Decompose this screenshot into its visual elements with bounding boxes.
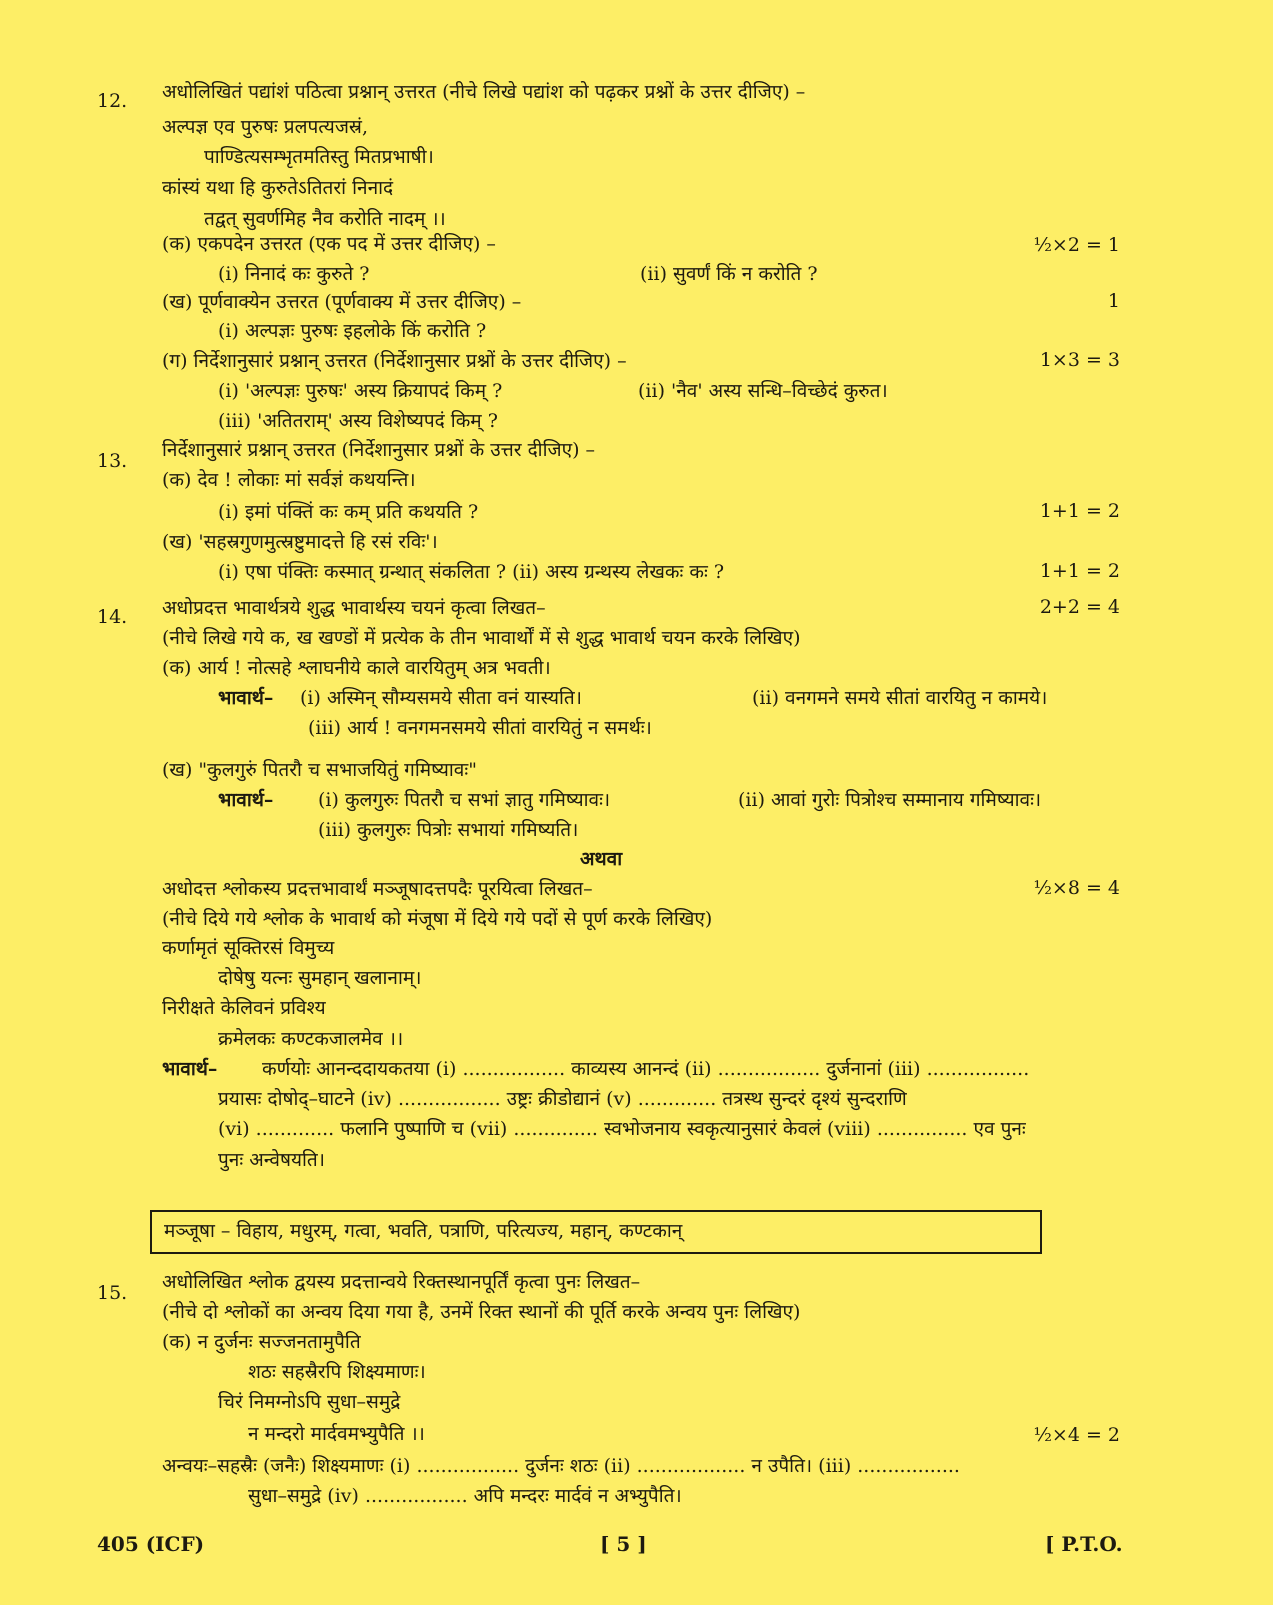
q14-verse-1: कर्णामृतं सूक्तिरसं विमुच्य [162, 937, 335, 959]
q14-kha: (ख) "कुलगुरुं पितरौ च सभाजयितुं गमिष्यावः" [162, 759, 477, 781]
q14-hindi: (नीचे लिखे गये क, ख खण्डों में प्रत्येक के तीन भावार्थों में से शुद्ध भावार्थ चयन करके लिखिए) [162, 627, 801, 649]
q13-intro: निर्देशानुसारं प्रश्नान् उत्तरत (निर्देशानुसार प्रश्नों के उत्तर दीजिए) – [162, 439, 596, 461]
q14-alt-intro: अधोदत्त श्लोकस्य प्रदत्तभावार्थं मञ्जूषादत्तपदैः पूरयित्वा लिखत– [162, 878, 593, 900]
q14-kha-option-1: (i) कुलगुरुः पितरौ च सभां ज्ञातु गमिष्यावः। [318, 789, 611, 811]
q14-ka-option-1: (i) अस्मिन् सौम्यसमये सीता वनं यास्यति। [300, 687, 582, 709]
q14-bhavarth-line-3: (vi) ............. फलानि पुष्पाणि च (vii) .............. स्वभोजनाय स्वकृत्यानुसारं केवलं (viii) ............... एव पुनः [218, 1118, 1026, 1140]
q12-verse-2: पाण्डित्यसम्भृतमतिस्तु मितप्रभाषी। [204, 146, 434, 168]
q15-verse-4: न मन्दरो मार्दवमभ्युपैति ।। [248, 1423, 425, 1445]
manjusha-words: मञ्जूषा – विहाय, मधुरम्, गत्वा, भवति, पत्राणि, परित्यज्य, महान्, कण्टकान् [164, 1220, 683, 1242]
q14-ka-option-2: (ii) वनगमने समये सीतां वारयितु न कामये। [752, 687, 1048, 709]
q12-intro: अधोलिखितं पद्यांशं पठित्वा प्रश्नान् उत्तरत (नीचे लिखे पद्यांश को पढ़कर प्रश्नों के उत्तर दीजिए) – [162, 81, 806, 103]
q15-verse-2: शठः सहस्रैरपि शिक्ष्यमाणः। [248, 1361, 426, 1383]
q13-ka-q1: (i) इमां पंक्तिं कः कम् प्रति कथयति ? [218, 501, 479, 523]
q15-marks: ½×4 = 2 [1033, 1424, 1120, 1446]
q12-ga: (ग) निर्देशानुसारं प्रश्नान् उत्तरत (निर्देशानुसार प्रश्नों के उत्तर दीजिए) – [162, 350, 627, 372]
q12-ga-q2: (ii) 'नैव' अस्य सन्धि–विच्छेदं कुरुत। [638, 380, 888, 402]
q14-bhavarth-line-2: प्रयासः दोषोद्–घाटने (iv) ................. उष्ट्रः क्रीडोद्यानं (v) ............. तत्रस्थ सुन्दरं दृश्यं सुन्दराणि [218, 1088, 907, 1110]
q14-ka: (क) आर्य ! नोत्सहे श्लाघनीये काले वारयितुम् अत्र भवती। [162, 657, 551, 679]
q15-verse-3: चिरं निमग्नोऽपि सुधा–समुद्रे [218, 1391, 401, 1413]
q13-kha-q1: (i) एषा पंक्तिः कस्मात् ग्रन्थात् संकलिता ? (ii) अस्य ग्रन्थस्य लेखकः कः ? [218, 561, 725, 583]
q12-number: 12. [97, 90, 128, 112]
pto-label: [ P.T.O. [1045, 1532, 1123, 1556]
paper-code: 405 (ICF) [97, 1532, 205, 1556]
q14-kha-option-3: (iii) कुलगुरुः पित्रोः सभायां गमिष्यति। [318, 819, 579, 841]
q15-intro: अधोलिखित श्लोक द्वयस्य प्रदत्तान्वये रिक्तस्थानपूर्तिं कृत्वा पुनः लिखत– [162, 1271, 641, 1293]
q12-kha: (ख) पूर्णवाक्येन उत्तरत (पूर्णवाक्य में उत्तर दीजिए) – [162, 291, 522, 313]
q12-ga-q1: (i) 'अल्पज्ञः पुरुषः' अस्य क्रियापदं किम् ? [218, 380, 503, 402]
q15-anvay-1: अन्वयः–सहस्रैः (जनैः) शिक्ष्यमाणः (i) ................. दुर्जनः शठः (ii) .................. न उपैति। (iii) ................. [162, 1455, 960, 1477]
q12-verse-1: अल्पज्ञ एव पुरुषः प्रलपत्यजस्रं, [162, 116, 368, 138]
q12-verse-3: कांस्यं यथा हि कुरुतेऽतितरां निनादं [162, 177, 394, 199]
q14-alt-hindi: (नीचे दिये गये श्लोक के भावार्थ को मंजूषा में दिये गये पदों से पूर्ण करके लिखिए) [162, 908, 713, 930]
q12-ka-q1: (i) निनादं कः कुरुते ? [218, 263, 370, 285]
q12-kha-q1: (i) अल्पज्ञः पुरुषः इहलोके किं करोति ? [218, 320, 487, 342]
q13-ka: (क) देव ! लोकाः मां सर्वज्ञं कथयन्ति। [162, 469, 416, 491]
athava-heading: अथवा [580, 848, 623, 870]
q12-ka: (क) एकपदेन उत्तरत (एक पद में उत्तर दीजिए) – [162, 233, 496, 255]
q14-intro: अधोप्रदत्त भावार्थत्रये शुद्ध भावार्थस्य चयनं कृत्वा लिखत– [162, 597, 546, 619]
q14-ka-option-3: (iii) आर्य ! वनगमनसमये सीतां वारयितुं न समर्थः। [308, 717, 652, 739]
q13-kha: (ख) 'सहस्रगुणमुत्स्रष्टुमादत्ते हि रसं रविः'। [162, 531, 438, 553]
q12-kha-marks: 1 [1107, 290, 1120, 312]
q14-kha-bhavarth-label: भावार्थ– [218, 789, 274, 811]
q13-kha-marks: 1+1 = 2 [1039, 560, 1120, 582]
q12-verse-4: तद्वत् सुवर्णमिह नैव करोति नादम् ।। [204, 208, 446, 230]
q15-number: 15. [97, 1282, 128, 1304]
q13-number: 13. [97, 450, 128, 472]
q13-ka-marks: 1+1 = 2 [1039, 500, 1120, 522]
q12-ka-marks: ½×2 = 1 [1033, 234, 1120, 256]
q12-ka-q2: (ii) सुवर्णं किं न करोति ? [640, 263, 818, 285]
q14-verse-3: निरीक्षते केलिवनं प्रविश्य [162, 997, 326, 1019]
q15-anvay-2: सुधा–समुद्रे (iv) ................. अपि मन्दरः मार्दवं न अभ्युपैति। [248, 1485, 682, 1507]
q14-ka-bhavarth-label: भावार्थ– [218, 687, 274, 709]
q14-number: 14. [97, 606, 128, 628]
q14-verse-4: क्रमेलकः कण्टकजालमेव ।। [218, 1028, 404, 1050]
q12-ga-marks: 1×3 = 3 [1039, 349, 1120, 371]
page-number: [ 5 ] [600, 1532, 647, 1556]
q14-bhavarth-line-1: कर्णयोः आनन्ददायकतया (i) ................. काव्यस्य आनन्दं (ii) ................. दुर्जनानां (iii) ................. [262, 1058, 1030, 1080]
q12-ga-q3: (iii) 'अतितराम्' अस्य विशेष्यपदं किम् ? [218, 410, 498, 432]
q14-intro-marks: 2+2 = 4 [1039, 596, 1120, 618]
q14-bhavarth-line-4: पुनः अन्वेषयति। [218, 1149, 325, 1171]
q14-bhavarth-label: भावार्थ– [162, 1058, 218, 1080]
q15-hindi: (नीचे दो श्लोकों का अन्वय दिया गया है, उनमें रिक्त स्थानों की पूर्ति करके अन्वय पुनः लिखिए) [162, 1301, 801, 1323]
q14-kha-option-2: (ii) आवां गुरोः पित्रोश्च सम्मानाय गमिष्यावः। [738, 789, 1042, 811]
q14-alt-marks: ½×8 = 4 [1033, 877, 1120, 899]
q14-verse-2: दोषेषु यत्नः सुमहान् खलानाम्। [218, 967, 422, 989]
q15-ka: (क) न दुर्जनः सज्जनतामुपैति [162, 1331, 361, 1353]
